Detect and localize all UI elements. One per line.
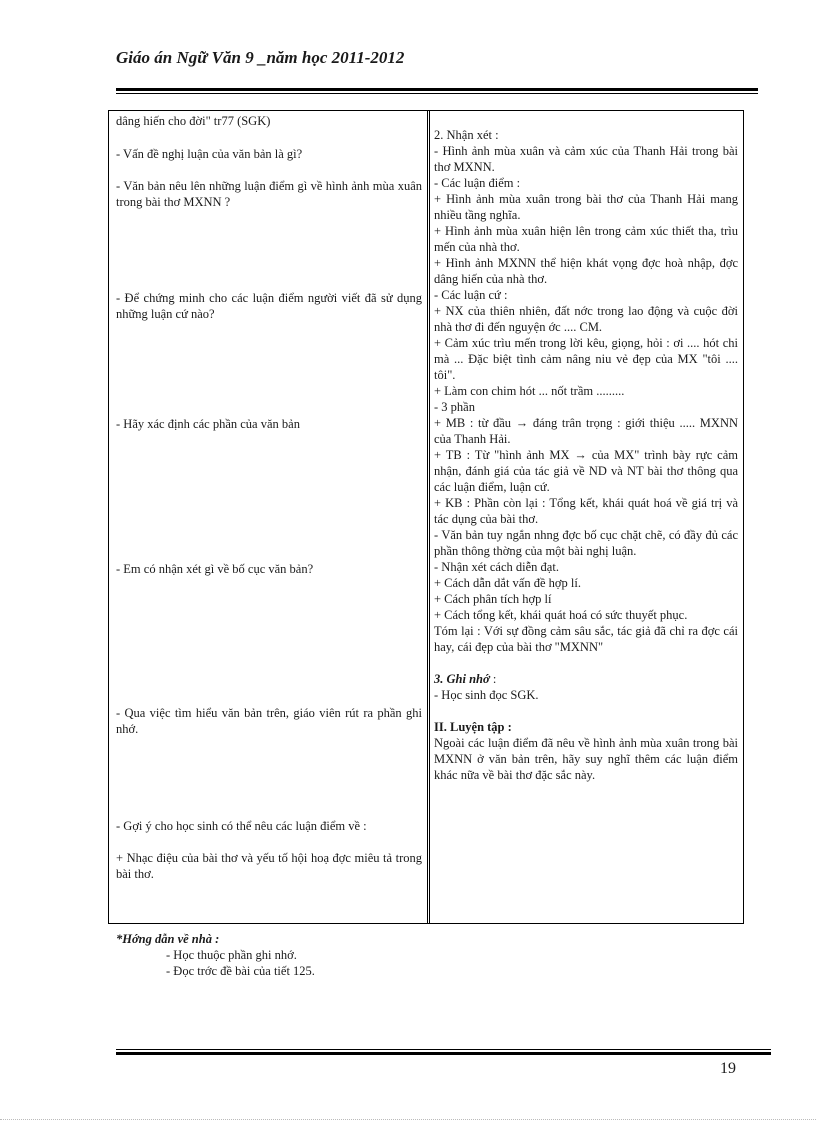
footer-rule-thick [116, 1052, 771, 1055]
section-3-line: - Học sinh đọc SGK. [434, 688, 539, 702]
right-column [434, 127, 738, 783]
question-issue: - Vấn đề nghị luận của văn bản là gì? [116, 147, 303, 161]
header-rule-thin [116, 93, 758, 94]
analysis-line: Tóm lại : Với sự đồng cảm sâu sắc, tác giả đã chỉ ra đợc cái hay, cái đẹp của bài thơ "MXNN" [434, 624, 738, 654]
analysis-line: + MB : từ đầu → đáng trân trọng : giới thiệu ..... MXNN của Thanh Hải. [434, 416, 738, 446]
left-top-line: dâng hiến cho đời" tr77 (SGK) [116, 114, 271, 128]
section-2-title: 2. Nhận xét : [434, 128, 499, 142]
analysis-line: - 3 phần [434, 400, 475, 414]
analysis-line: + Cảm xúc trìu mến trong lời kêu, giọng, hỏi : ơi .... hót chi mà ... Đặc biệt tình cảm nâng niu vẻ đẹp của MX "tôi .... tôi". [434, 336, 738, 382]
practice-hint-item: + Nhạc điệu của bài thơ và yếu tố hội hoạ đợc miêu tả trong bài thơ. [116, 851, 422, 881]
spacer [434, 655, 738, 671]
analysis-line: + TB : Từ "hình ảnh MX → của MX" trình bày rực cảm nhận, đánh giá của tác giả về ND và NT bài thơ thông qua các luận điểm, luận cứ. [434, 448, 738, 494]
analysis-line: + Cách tổng kết, khái quát hoá có sức thuyết phục. [434, 608, 688, 622]
column-divider [427, 110, 430, 924]
analysis-line: + NX của thiên nhiên, đất nớc trong lao động và cuộc đời nhà thơ đi đến nguyện ớc .... CM. [434, 304, 738, 334]
section-practice-line: Ngoài các luận điểm đã nêu về hình ảnh mùa xuân trong bài MXNN ở văn bản trên, hãy suy nghĩ thêm các luận điểm khác nữa về bài thơ đặc sắc này. [434, 736, 738, 782]
header-title: Giáo án Ngữ Văn 9 _năm học 2011-2012 [116, 48, 405, 67]
analysis-line: - Các luận cứ : [434, 288, 508, 302]
question-main-points: - Văn bản nêu lên những luận điểm gì về hình ảnh mùa xuân trong bài thơ MXNN ? [116, 179, 422, 209]
analysis-line: + Cách phân tích hợp lí [434, 592, 552, 606]
header-rule-thick [116, 88, 758, 91]
question-structure: - Em có nhận xét gì về bố cục văn bản? [116, 562, 314, 576]
section-practice-title: II. Luyện tập : [434, 720, 512, 734]
analysis-line: - Hình ảnh mùa xuân và cảm xúc của Thanh Hải trong bài thơ MXNN. [434, 144, 738, 174]
section-3-title: 3. Ghi nhớ [434, 672, 490, 686]
page-number: 19 [720, 1060, 736, 1077]
spacer [434, 703, 738, 719]
question-evidence: - Để chứng minh cho các luận điểm người viết đã sử dụng những luận cứ nào? [116, 291, 422, 321]
analysis-line: + Hình ảnh mùa xuân hiện lên trong cảm xúc thiết tha, trìu mến của nhà thơ. [434, 224, 738, 254]
analysis-line: + Làm con chim hót ... nốt trầm ......... [434, 384, 625, 398]
analysis-line: + KB : Phần còn lại : Tổng kết, khái quát hoá về giá trị và tác dụng của bài thơ. [434, 496, 738, 526]
analysis-line: - Nhận xét cách diễn đạt. [434, 560, 559, 574]
question-parts: - Hãy xác định các phần của văn bản [116, 417, 300, 431]
analysis-line: - Văn bản tuy ngắn nhng đợc bố cục chặt chẽ, có đầy đủ các phần thông thờng của một bài nghị luận. [434, 528, 738, 558]
question-summary: - Qua việc tìm hiểu văn bản trên, giáo viên rút ra phần ghi nhớ. [116, 706, 422, 736]
homework-item: - Đọc trớc đề bài của tiết 125. [166, 964, 315, 978]
section-3-colon: : [489, 672, 497, 686]
page-bottom-dotted-line [0, 1119, 816, 1120]
analysis-line: - Các luận điểm : [434, 176, 521, 190]
footer-rule-thin [116, 1049, 771, 1050]
section-3-heading [434, 671, 738, 687]
homework [116, 931, 315, 979]
homework-title: *Hớng dẫn về nhà : [116, 932, 220, 946]
analysis-line: + Hình ảnh MXNN thể hiện khát vọng đợc hoà nhập, đợc dâng hiến của nhà thơ. [434, 256, 738, 286]
analysis-line: + Hình ảnh mùa xuân trong bài thơ của Thanh Hải mang nhiều tầng nghĩa. [434, 192, 738, 222]
practice-hint: - Gợi ý cho học sinh có thể nêu các luận điểm về : [116, 819, 367, 833]
homework-item: - Học thuộc phần ghi nhớ. [166, 948, 297, 962]
analysis-line: + Cách dẫn dắt vấn đề hợp lí. [434, 576, 581, 590]
